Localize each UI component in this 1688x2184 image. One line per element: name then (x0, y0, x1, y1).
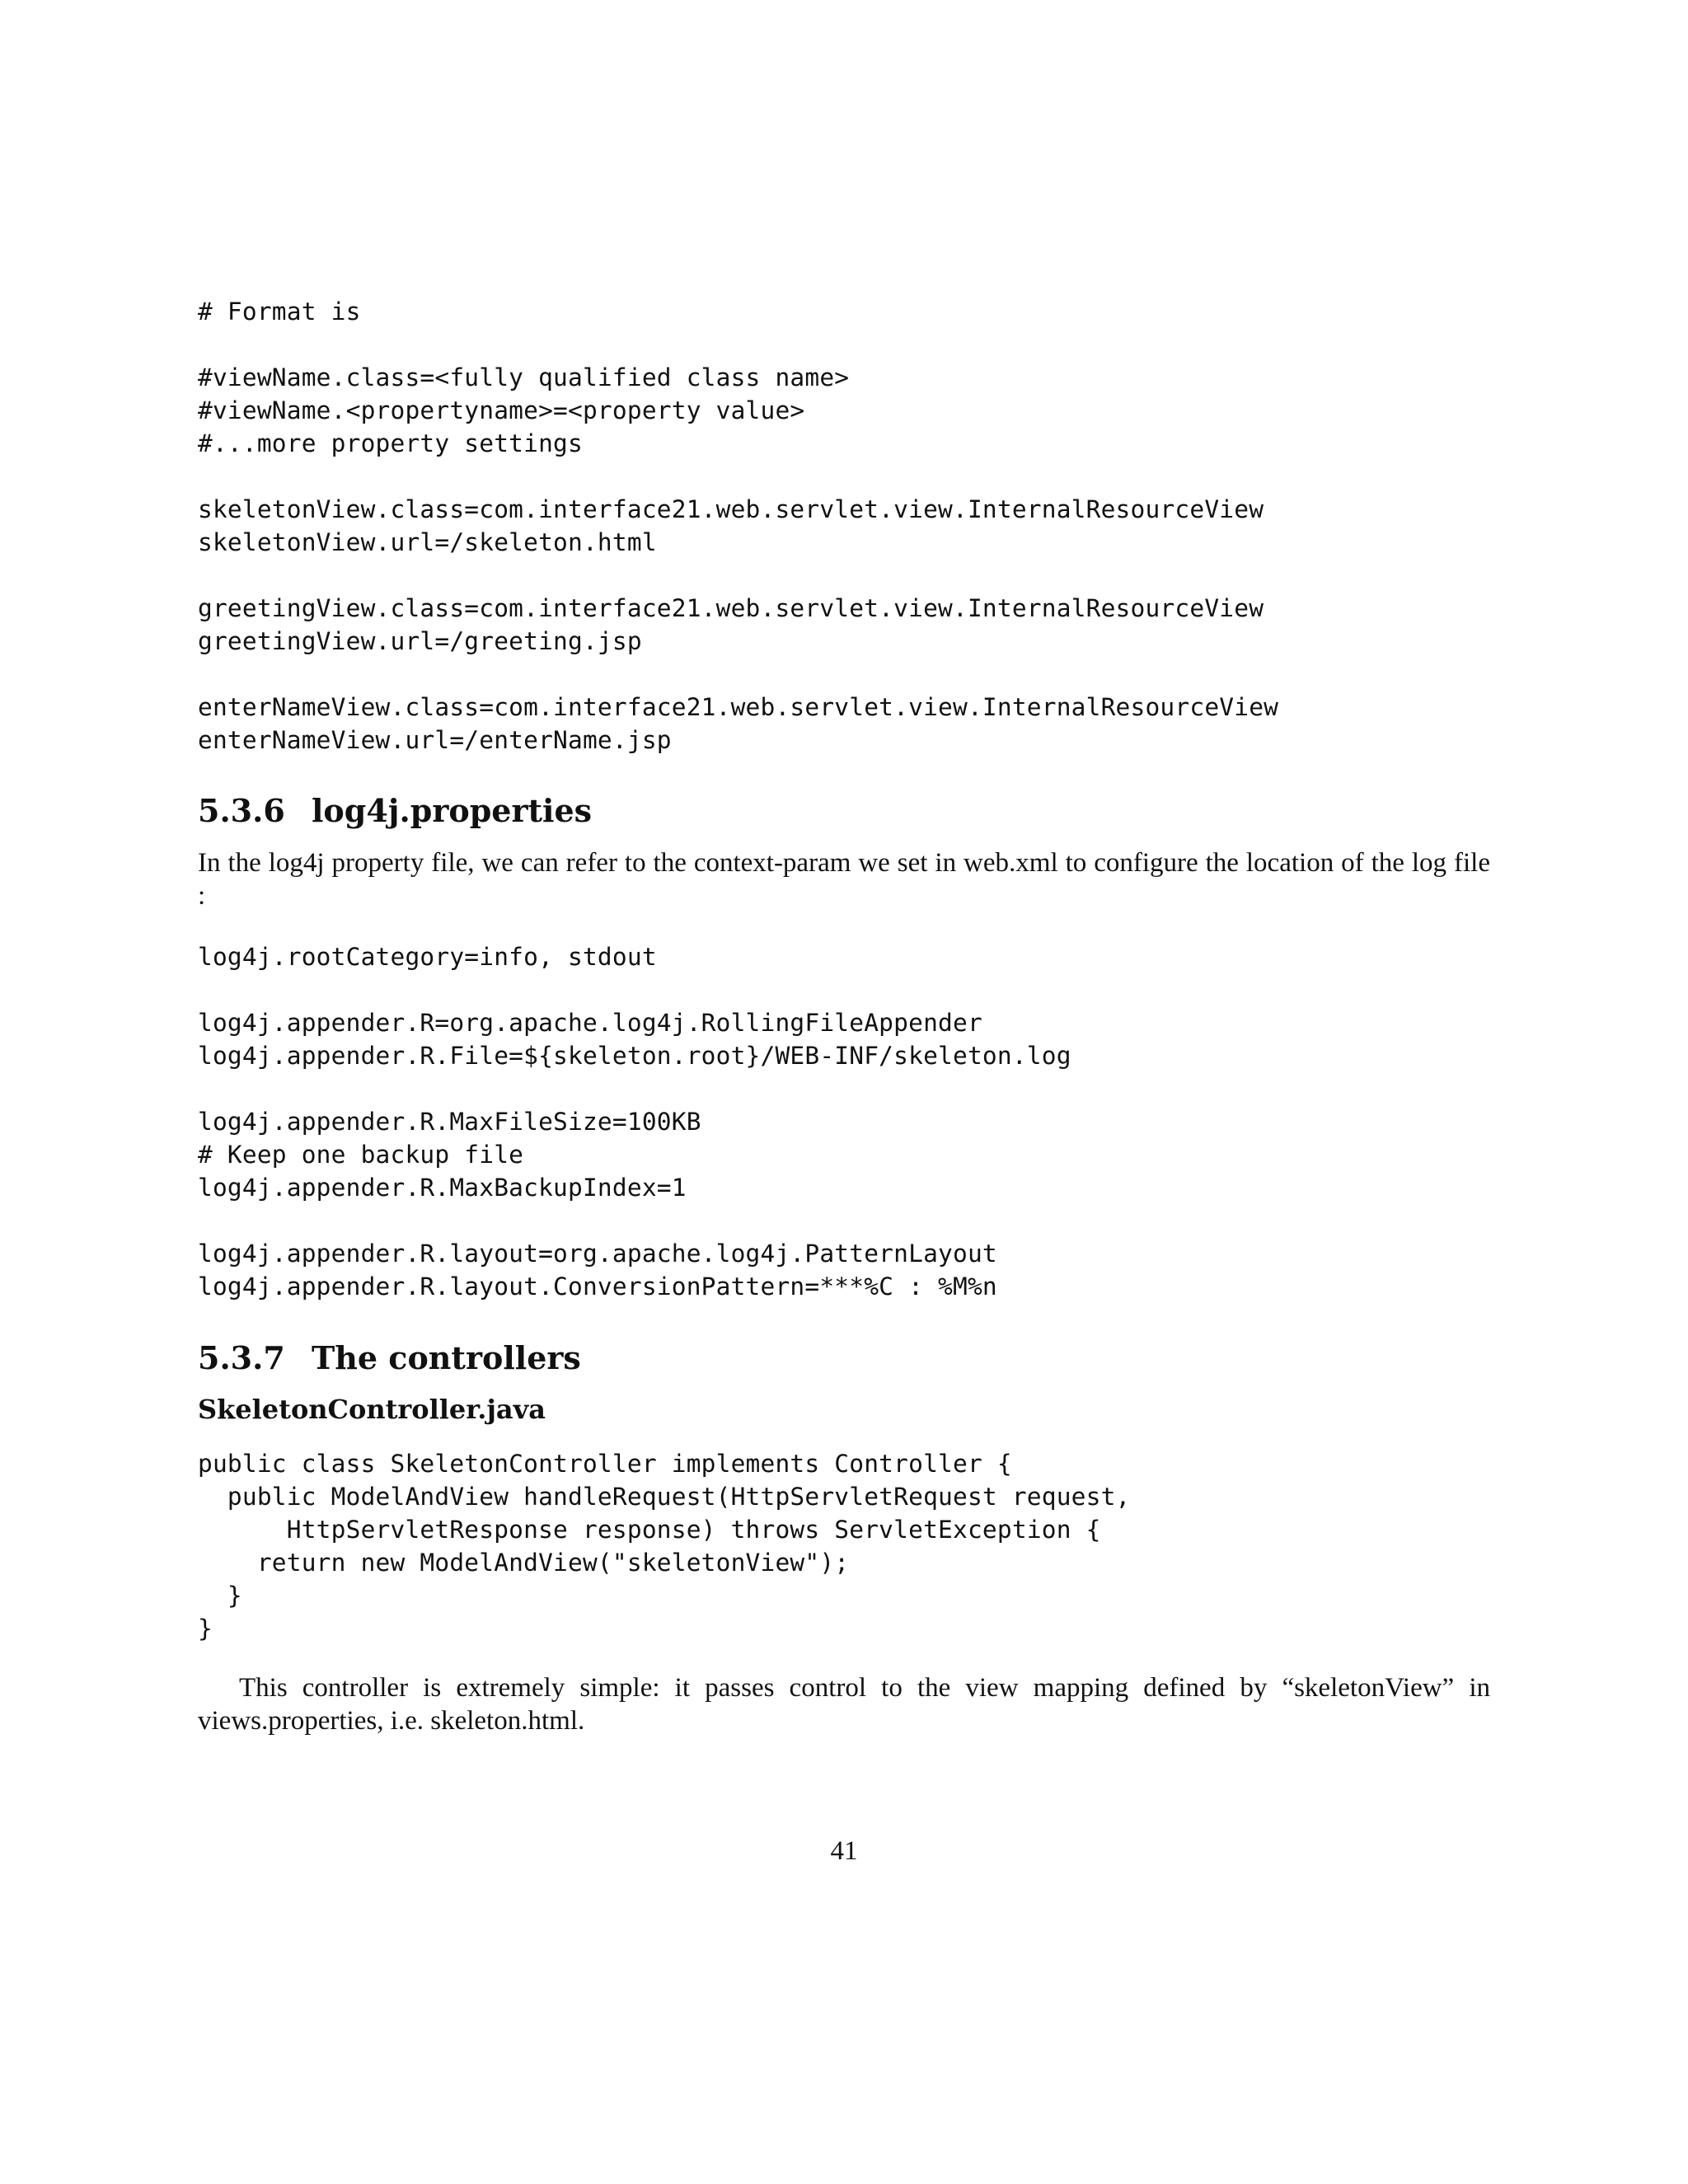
section-number: 5.3.6 (198, 792, 285, 829)
section-number: 5.3.7 (198, 1339, 285, 1376)
views-properties-code: # Format is #viewName.class=<fully qualified class name> #viewName.<propertyname>=<property value> #...more property settings skeletonView.class=com.interface21.web.servlet.view.InternalResourceView skeletonView.url=/skeleton.html greetingView.class=com.interface21.web.servlet.view.InternalResourceView greetingView.url=/greeting.jsp enterNameView.class=com.interface21.web.servlet.view.InternalResourceView enterNameView.url=/enterName.jsp (198, 298, 1279, 754)
log4j-properties-code: log4j.rootCategory=info, stdout log4j.appender.R=org.apache.log4j.RollingFileAppender log4j.appender.R.File=${skeleton.root}/WEB-INF/skeleton.log log4j.appender.R.MaxFileSize=100KB # Keep one backup file log4j.appender.R.MaxBackupIndex=1 log4j.appender.R.layout=org.apache.log4j.PatternLayout log4j.appender.R.layout.ConversionPattern=***%C : %M%n (198, 943, 1071, 1301)
section-heading-controllers (198, 1340, 581, 1376)
section-heading-log4j (198, 793, 592, 829)
page-number: 41 (830, 1836, 858, 1866)
file-subheading: SkeletonController.java (198, 1394, 546, 1425)
section-title: log4j.properties (312, 792, 593, 829)
skeleton-controller-code: public class SkeletonController implements Controller { public ModelAndView handleRequest(HttpServletRequest request, HttpServletResponse response) throws ServletException { return new ModelAndView("skeletonView"); } } (198, 1450, 1131, 1643)
section-title: The controllers (312, 1339, 581, 1376)
log4j-intro-paragraph: In the log4j property file, we can refer to the context-param we set in web.xml to configure the location of the log file : (198, 848, 1490, 911)
controller-explanation-paragraph: This controller is extremely simple: it passes control to the view mapping defined by “skeletonView” in views.properties, i.e. skeleton.html. (198, 1673, 1490, 1736)
